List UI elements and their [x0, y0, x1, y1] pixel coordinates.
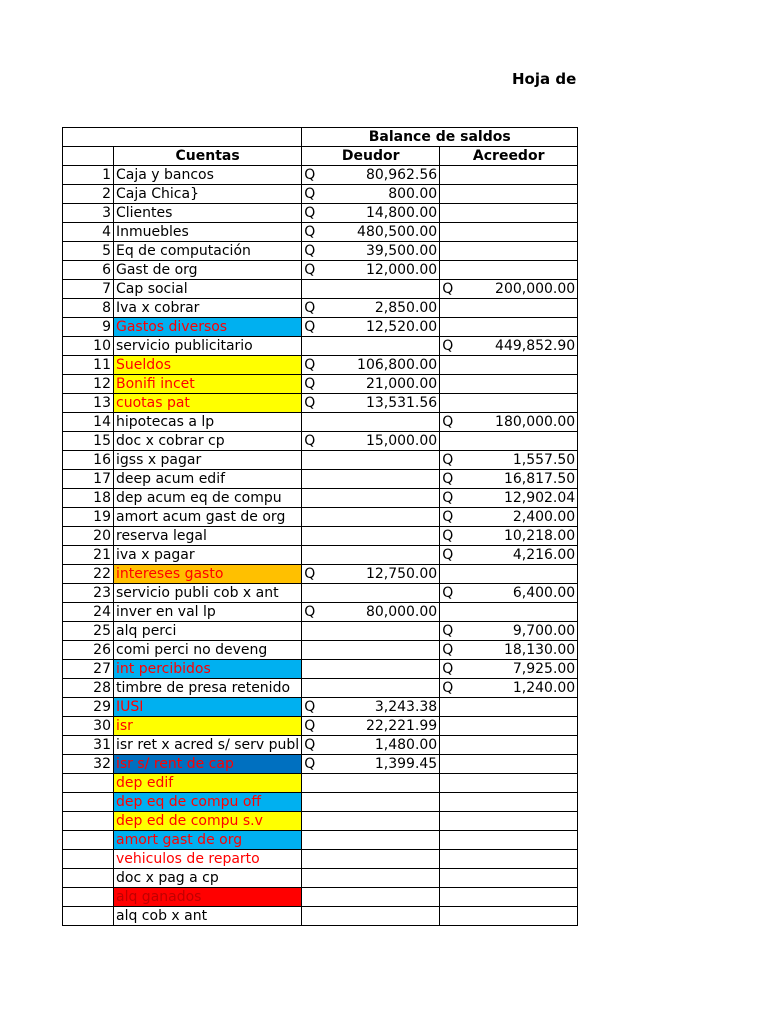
account-name-cell[interactable]: hipotecas a lp — [114, 413, 302, 432]
debit-amount-cell[interactable] — [337, 831, 440, 850]
credit-currency-cell[interactable]: Q — [440, 660, 475, 679]
row-number-cell[interactable]: 27 — [63, 660, 114, 679]
credit-currency-cell[interactable] — [440, 603, 475, 622]
credit-amount-cell[interactable] — [475, 907, 578, 926]
credit-amount-cell[interactable] — [475, 850, 578, 869]
row-number-cell[interactable]: 31 — [63, 736, 114, 755]
credit-amount-cell[interactable]: 16,817.50 — [475, 470, 578, 489]
debit-amount-cell[interactable]: 39,500.00 — [337, 242, 440, 261]
table-row — [63, 888, 578, 907]
debit-amount-cell[interactable] — [337, 869, 440, 888]
debit-amount-cell[interactable] — [337, 641, 440, 660]
account-name-cell[interactable]: igss x pagar — [114, 451, 302, 470]
table-row — [63, 831, 578, 850]
row-number-cell[interactable]: 14 — [63, 413, 114, 432]
debit-amount-cell[interactable] — [337, 584, 440, 603]
credit-currency-cell[interactable] — [440, 185, 475, 204]
account-name-cell[interactable]: Caja y bancos — [114, 166, 302, 185]
debit-currency-cell[interactable]: Q — [302, 698, 337, 717]
acreedor-header: Acreedor — [440, 147, 578, 166]
debit-currency-cell[interactable] — [302, 280, 337, 299]
table-row — [63, 299, 578, 318]
account-name-cell[interactable]: isr ret x acred s/ serv publ — [114, 736, 302, 755]
debit-amount-cell[interactable]: 15,000.00 — [337, 432, 440, 451]
credit-amount-cell[interactable] — [475, 394, 578, 413]
table-row — [63, 736, 578, 755]
debit-currency-cell[interactable] — [302, 793, 337, 812]
row-number-cell[interactable]: 8 — [63, 299, 114, 318]
table-row — [63, 280, 578, 299]
row-number-cell[interactable] — [63, 850, 114, 869]
credit-amount-cell[interactable]: 180,000.00 — [475, 413, 578, 432]
credit-currency-cell[interactable] — [440, 242, 475, 261]
table-row — [63, 641, 578, 660]
debit-currency-cell[interactable] — [302, 470, 337, 489]
credit-amount-cell[interactable] — [475, 318, 578, 337]
row-number-cell[interactable]: 10 — [63, 337, 114, 356]
row-number-cell[interactable] — [63, 888, 114, 907]
row-number-cell[interactable]: 6 — [63, 261, 114, 280]
account-name-cell[interactable]: int percibidos — [114, 660, 302, 679]
credit-amount-cell[interactable]: 12,902.04 — [475, 489, 578, 508]
debit-currency-cell[interactable] — [302, 850, 337, 869]
credit-currency-cell[interactable] — [440, 698, 475, 717]
account-name-cell[interactable]: dep eq de compu off — [114, 793, 302, 812]
debit-amount-cell[interactable]: 12,520.00 — [337, 318, 440, 337]
debit-amount-cell[interactable]: 12,000.00 — [337, 261, 440, 280]
account-name-cell[interactable]: Sueldos — [114, 356, 302, 375]
debit-amount-cell[interactable] — [337, 850, 440, 869]
account-name-cell[interactable]: vehiculos de reparto — [114, 850, 302, 869]
credit-currency-cell[interactable] — [440, 793, 475, 812]
table-row — [63, 584, 578, 603]
credit-currency-cell[interactable] — [440, 223, 475, 242]
table-row — [63, 850, 578, 869]
credit-amount-cell[interactable] — [475, 793, 578, 812]
debit-amount-cell[interactable]: 80,000.00 — [337, 603, 440, 622]
debit-amount-cell[interactable]: 800.00 — [337, 185, 440, 204]
table-row — [63, 261, 578, 280]
credit-currency-cell[interactable] — [440, 565, 475, 584]
table-row — [63, 622, 578, 641]
cuentas-header: Cuentas — [114, 147, 302, 166]
credit-amount-cell[interactable]: 2,400.00 — [475, 508, 578, 527]
debit-currency-cell[interactable] — [302, 546, 337, 565]
debit-currency-cell[interactable]: Q — [302, 356, 337, 375]
debit-currency-cell[interactable]: Q — [302, 375, 337, 394]
account-name-cell[interactable]: Cap social — [114, 280, 302, 299]
debit-currency-cell[interactable] — [302, 337, 337, 356]
table-row — [63, 603, 578, 622]
credit-amount-cell[interactable]: 1,557.50 — [475, 451, 578, 470]
debit-amount-cell[interactable]: 2,850.00 — [337, 299, 440, 318]
debit-amount-cell[interactable] — [337, 527, 440, 546]
account-name-cell[interactable]: Inmuebles — [114, 223, 302, 242]
row-number-cell[interactable]: 13 — [63, 394, 114, 413]
debit-amount-cell[interactable] — [337, 888, 440, 907]
header-row-group — [63, 128, 578, 147]
trial-balance-table — [62, 127, 578, 926]
account-name-cell[interactable]: inver en val lp — [114, 603, 302, 622]
table-row — [63, 812, 578, 831]
row-number-cell[interactable] — [63, 907, 114, 926]
account-name-cell[interactable]: servicio publicitario — [114, 337, 302, 356]
debit-amount-cell[interactable] — [337, 812, 440, 831]
row-number-cell[interactable]: 11 — [63, 356, 114, 375]
table-row — [63, 565, 578, 584]
debit-amount-cell[interactable]: 3,243.38 — [337, 698, 440, 717]
debit-amount-cell[interactable] — [337, 337, 440, 356]
row-number-cell[interactable] — [63, 812, 114, 831]
credit-currency-cell[interactable] — [440, 850, 475, 869]
credit-amount-cell[interactable] — [475, 888, 578, 907]
credit-amount-cell[interactable] — [475, 565, 578, 584]
sheet-title: Hoja de — [512, 70, 577, 88]
row-number-cell[interactable]: 9 — [63, 318, 114, 337]
credit-amount-cell[interactable]: 4,216.00 — [475, 546, 578, 565]
account-name-cell[interactable]: alq perci — [114, 622, 302, 641]
debit-currency-cell[interactable] — [302, 888, 337, 907]
row-number-cell[interactable]: 1 — [63, 166, 114, 185]
account-name-cell[interactable]: intereses gasto — [114, 565, 302, 584]
credit-currency-cell[interactable]: Q — [440, 584, 475, 603]
credit-amount-cell[interactable] — [475, 432, 578, 451]
deudor-header: Deudor — [302, 147, 440, 166]
account-name-cell[interactable]: amort acum gast de org — [114, 508, 302, 527]
account-name-cell[interactable]: reserva legal — [114, 527, 302, 546]
debit-currency-cell[interactable] — [302, 679, 337, 698]
account-name-cell[interactable]: doc x cobrar cp — [114, 432, 302, 451]
debit-currency-cell[interactable] — [302, 489, 337, 508]
debit-amount-cell[interactable] — [337, 679, 440, 698]
credit-currency-cell[interactable] — [440, 261, 475, 280]
account-name-cell[interactable]: timbre de presa retenido — [114, 679, 302, 698]
table-row — [63, 337, 578, 356]
account-name-cell[interactable]: alq cob x ant — [114, 907, 302, 926]
row-number-cell[interactable]: 17 — [63, 470, 114, 489]
table-row — [63, 470, 578, 489]
debit-currency-cell[interactable]: Q — [302, 242, 337, 261]
account-name-cell[interactable]: dep ed de compu s.v — [114, 812, 302, 831]
account-name-cell[interactable]: dep acum eq de compu — [114, 489, 302, 508]
credit-amount-cell[interactable] — [475, 774, 578, 793]
credit-amount-cell[interactable]: 6,400.00 — [475, 584, 578, 603]
debit-currency-cell[interactable] — [302, 869, 337, 888]
table-row — [63, 660, 578, 679]
row-number-cell[interactable] — [63, 831, 114, 850]
table-row — [63, 242, 578, 261]
credit-currency-cell[interactable] — [440, 888, 475, 907]
debit-amount-cell[interactable]: 12,750.00 — [337, 565, 440, 584]
table-row — [63, 774, 578, 793]
debit-currency-cell[interactable]: Q — [302, 565, 337, 584]
row-number-cell[interactable]: 30 — [63, 717, 114, 736]
credit-currency-cell[interactable] — [440, 869, 475, 888]
credit-currency-cell[interactable] — [440, 717, 475, 736]
debit-amount-cell[interactable] — [337, 622, 440, 641]
debit-amount-cell[interactable]: 21,000.00 — [337, 375, 440, 394]
debit-currency-cell[interactable] — [302, 584, 337, 603]
credit-amount-cell[interactable] — [475, 736, 578, 755]
table-row — [63, 356, 578, 375]
credit-amount-cell[interactable]: 449,852.90 — [475, 337, 578, 356]
account-name-cell[interactable]: amort gast de org — [114, 831, 302, 850]
debit-amount-cell[interactable]: 22,221.99 — [337, 717, 440, 736]
table-row — [63, 413, 578, 432]
table-row — [63, 717, 578, 736]
header-blank-num — [63, 147, 114, 166]
row-number-cell[interactable] — [63, 793, 114, 812]
credit-currency-cell[interactable]: Q — [440, 641, 475, 660]
row-number-cell[interactable]: 12 — [63, 375, 114, 394]
debit-currency-cell[interactable] — [302, 508, 337, 527]
table-row — [63, 907, 578, 926]
header-row-columns — [63, 147, 578, 166]
debit-amount-cell[interactable]: 1,399.45 — [337, 755, 440, 774]
row-number-cell[interactable]: 19 — [63, 508, 114, 527]
debit-currency-cell[interactable]: Q — [302, 166, 337, 185]
credit-currency-cell[interactable]: Q — [440, 451, 475, 470]
debit-amount-cell[interactable] — [337, 793, 440, 812]
credit-currency-cell[interactable] — [440, 375, 475, 394]
account-name-cell[interactable]: servicio publi cob x ant — [114, 584, 302, 603]
debit-currency-cell[interactable]: Q — [302, 755, 337, 774]
debit-amount-cell[interactable]: 480,500.00 — [337, 223, 440, 242]
credit-amount-cell[interactable] — [475, 261, 578, 280]
credit-amount-cell[interactable] — [475, 603, 578, 622]
table-row — [63, 204, 578, 223]
debit-currency-cell[interactable]: Q — [302, 717, 337, 736]
debit-currency-cell[interactable]: Q — [302, 736, 337, 755]
table-row — [63, 185, 578, 204]
table-row — [63, 394, 578, 413]
credit-amount-cell[interactable]: 10,218.00 — [475, 527, 578, 546]
account-name-cell[interactable]: Caja Chica} — [114, 185, 302, 204]
credit-amount-cell[interactable] — [475, 166, 578, 185]
credit-currency-cell[interactable] — [440, 907, 475, 926]
account-name-cell[interactable]: Iva x cobrar — [114, 299, 302, 318]
row-number-cell[interactable]: 18 — [63, 489, 114, 508]
credit-currency-cell[interactable] — [440, 755, 475, 774]
debit-amount-cell[interactable] — [337, 546, 440, 565]
credit-currency-cell[interactable]: Q — [440, 546, 475, 565]
credit-currency-cell[interactable] — [440, 831, 475, 850]
credit-currency-cell[interactable] — [440, 774, 475, 793]
header-blank-cell — [63, 128, 302, 147]
row-number-cell[interactable]: 7 — [63, 280, 114, 299]
account-name-cell[interactable]: isr — [114, 717, 302, 736]
debit-currency-cell[interactable]: Q — [302, 299, 337, 318]
account-name-cell[interactable]: comi perci no deveng — [114, 641, 302, 660]
credit-currency-cell[interactable]: Q — [440, 679, 475, 698]
debit-currency-cell[interactable] — [302, 831, 337, 850]
table-row — [63, 223, 578, 242]
row-number-cell[interactable]: 2 — [63, 185, 114, 204]
debit-currency-cell[interactable] — [302, 413, 337, 432]
credit-currency-cell[interactable]: Q — [440, 413, 475, 432]
row-number-cell[interactable]: 3 — [63, 204, 114, 223]
credit-amount-cell[interactable] — [475, 717, 578, 736]
table-row — [63, 318, 578, 337]
row-number-cell[interactable]: 22 — [63, 565, 114, 584]
row-number-cell[interactable] — [63, 869, 114, 888]
account-name-cell[interactable]: Eq de computación — [114, 242, 302, 261]
debit-currency-cell[interactable] — [302, 812, 337, 831]
table-row — [63, 432, 578, 451]
credit-amount-cell[interactable] — [475, 223, 578, 242]
row-number-cell[interactable]: 4 — [63, 223, 114, 242]
account-name-cell[interactable]: Clientes — [114, 204, 302, 223]
row-number-cell[interactable]: 26 — [63, 641, 114, 660]
credit-currency-cell[interactable]: Q — [440, 337, 475, 356]
account-name-cell[interactable]: dep edif — [114, 774, 302, 793]
account-name-cell[interactable]: cuotas pat — [114, 394, 302, 413]
credit-amount-cell[interactable] — [475, 242, 578, 261]
credit-currency-cell[interactable] — [440, 432, 475, 451]
credit-amount-cell[interactable] — [475, 812, 578, 831]
credit-currency-cell[interactable] — [440, 318, 475, 337]
debit-amount-cell[interactable]: 13,531.56 — [337, 394, 440, 413]
debit-amount-cell[interactable] — [337, 413, 440, 432]
debit-amount-cell[interactable]: 14,800.00 — [337, 204, 440, 223]
debit-amount-cell[interactable] — [337, 451, 440, 470]
credit-currency-cell[interactable]: Q — [440, 470, 475, 489]
credit-currency-cell[interactable]: Q — [440, 508, 475, 527]
account-name-cell[interactable]: Gastos diversos — [114, 318, 302, 337]
credit-amount-cell[interactable] — [475, 204, 578, 223]
row-number-cell[interactable]: 25 — [63, 622, 114, 641]
account-name-cell[interactable]: deep acum edif — [114, 470, 302, 489]
debit-currency-cell[interactable]: Q — [302, 394, 337, 413]
debit-currency-cell[interactable] — [302, 660, 337, 679]
debit-currency-cell[interactable] — [302, 907, 337, 926]
credit-amount-cell[interactable] — [475, 375, 578, 394]
credit-amount-cell[interactable] — [475, 755, 578, 774]
table-row — [63, 755, 578, 774]
debit-amount-cell[interactable] — [337, 660, 440, 679]
account-name-cell[interactable]: iva x pagar — [114, 546, 302, 565]
debit-currency-cell[interactable]: Q — [302, 432, 337, 451]
debit-currency-cell[interactable]: Q — [302, 603, 337, 622]
debit-amount-cell[interactable] — [337, 907, 440, 926]
credit-currency-cell[interactable] — [440, 812, 475, 831]
debit-currency-cell[interactable] — [302, 527, 337, 546]
table-row — [63, 869, 578, 888]
credit-currency-cell[interactable] — [440, 736, 475, 755]
credit-currency-cell[interactable] — [440, 166, 475, 185]
debit-amount-cell[interactable] — [337, 280, 440, 299]
row-number-cell[interactable]: 23 — [63, 584, 114, 603]
table-row — [63, 793, 578, 812]
row-number-cell[interactable]: 29 — [63, 698, 114, 717]
debit-currency-cell[interactable]: Q — [302, 185, 337, 204]
credit-amount-cell[interactable] — [475, 869, 578, 888]
account-name-cell[interactable]: doc x pag a cp — [114, 869, 302, 888]
account-name-cell[interactable]: alq ganados — [114, 888, 302, 907]
credit-amount-cell[interactable]: 9,700.00 — [475, 622, 578, 641]
credit-amount-cell[interactable] — [475, 698, 578, 717]
row-number-cell[interactable]: 16 — [63, 451, 114, 470]
credit-amount-cell[interactable]: 7,925.00 — [475, 660, 578, 679]
debit-amount-cell[interactable] — [337, 489, 440, 508]
credit-amount-cell[interactable]: 1,240.00 — [475, 679, 578, 698]
table-row — [63, 451, 578, 470]
row-number-cell[interactable]: 15 — [63, 432, 114, 451]
row-number-cell[interactable]: 21 — [63, 546, 114, 565]
debit-amount-cell[interactable]: 106,800.00 — [337, 356, 440, 375]
debit-currency-cell[interactable]: Q — [302, 223, 337, 242]
credit-currency-cell[interactable]: Q — [440, 280, 475, 299]
debit-currency-cell[interactable] — [302, 774, 337, 793]
row-number-cell[interactable]: 28 — [63, 679, 114, 698]
debit-currency-cell[interactable] — [302, 641, 337, 660]
credit-amount-cell[interactable]: 200,000.00 — [475, 280, 578, 299]
debit-currency-cell[interactable]: Q — [302, 204, 337, 223]
debit-amount-cell[interactable] — [337, 508, 440, 527]
credit-currency-cell[interactable] — [440, 394, 475, 413]
table-row — [63, 527, 578, 546]
credit-currency-cell[interactable]: Q — [440, 527, 475, 546]
account-name-cell[interactable]: Gast de org — [114, 261, 302, 280]
row-number-cell[interactable]: 5 — [63, 242, 114, 261]
row-number-cell[interactable]: 24 — [63, 603, 114, 622]
table-row — [63, 679, 578, 698]
table-row — [63, 508, 578, 527]
table-row — [63, 698, 578, 717]
credit-currency-cell[interactable] — [440, 204, 475, 223]
row-number-cell[interactable] — [63, 774, 114, 793]
row-number-cell[interactable]: 20 — [63, 527, 114, 546]
debit-amount-cell[interactable]: 80,962.56 — [337, 166, 440, 185]
debit-amount-cell[interactable]: 1,480.00 — [337, 736, 440, 755]
credit-currency-cell[interactable] — [440, 356, 475, 375]
debit-currency-cell[interactable]: Q — [302, 318, 337, 337]
credit-amount-cell[interactable]: 18,130.00 — [475, 641, 578, 660]
credit-currency-cell[interactable] — [440, 299, 475, 318]
debit-amount-cell[interactable] — [337, 470, 440, 489]
debit-amount-cell[interactable] — [337, 774, 440, 793]
row-number-cell[interactable]: 32 — [63, 755, 114, 774]
account-name-cell[interactable]: IUSI — [114, 698, 302, 717]
balance-header: Balance de saldos — [302, 128, 578, 147]
debit-currency-cell[interactable]: Q — [302, 261, 337, 280]
account-name-cell[interactable]: isr s/ rent de cap — [114, 755, 302, 774]
table-row — [63, 546, 578, 565]
debit-currency-cell[interactable] — [302, 451, 337, 470]
table-row — [63, 489, 578, 508]
credit-amount-cell[interactable] — [475, 299, 578, 318]
credit-amount-cell[interactable] — [475, 185, 578, 204]
credit-currency-cell[interactable]: Q — [440, 622, 475, 641]
credit-amount-cell[interactable] — [475, 831, 578, 850]
credit-currency-cell[interactable]: Q — [440, 489, 475, 508]
debit-currency-cell[interactable] — [302, 622, 337, 641]
table-row — [63, 166, 578, 185]
table-row — [63, 375, 578, 394]
account-name-cell[interactable]: Bonifi incet — [114, 375, 302, 394]
credit-amount-cell[interactable] — [475, 356, 578, 375]
